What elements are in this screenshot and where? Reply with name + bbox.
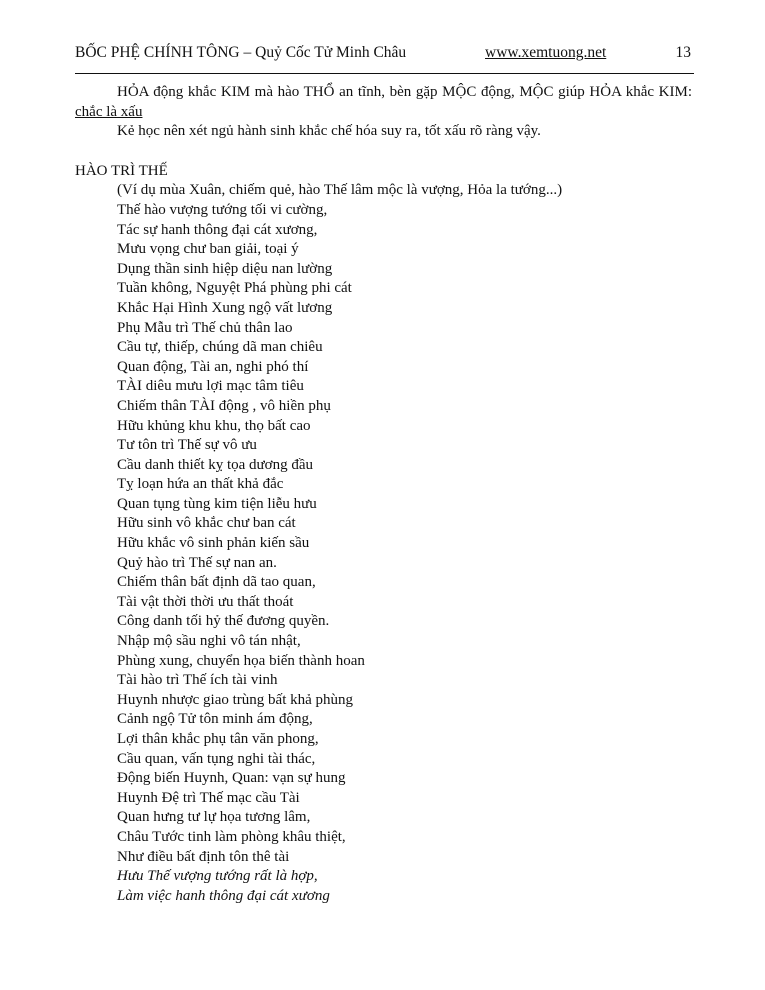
intro-paragraph-1: [75, 83, 692, 122]
verse-line: Huynh nhược giao trùng bất khả phùng: [117, 691, 354, 708]
verse-line: Quan hưng tư lự họa tương lâm,: [117, 809, 311, 826]
header-divider: [75, 73, 694, 74]
verse-line: Động biến Huynh, Quan: vạn sự hung: [117, 770, 346, 787]
verse-line: Dụng thần sinh hiệp diệu nan lường: [117, 260, 333, 277]
verse-line: Như điều bất định tôn thê tài: [117, 848, 290, 865]
verse-line: Phụ Mẫu trì Thế chủ thân lao: [117, 319, 293, 336]
verse-line: Khắc Hại Hình Xung ngộ vất lương: [117, 299, 333, 316]
verse-line: Cảnh ngộ Tử tôn minh ám động,: [117, 711, 313, 728]
verse-line: Tỵ loạn hứa an thất khả đắc: [117, 476, 284, 493]
header-website-link[interactable]: www.xemtuong.net: [485, 44, 607, 61]
verse-line: Cầu quan, vấn tụng nghi tài thác,: [117, 750, 316, 767]
verse-line: Thế hào vượng tướng tối vi cường,: [117, 201, 328, 218]
verse-line: Cầu tự, thiếp, chúng dã man chiêu: [117, 339, 323, 356]
verse-line: Quan động, Tài an, nghi phó thí: [117, 358, 309, 375]
verse-line: Quỷ hào trì Thế sự nan an.: [117, 554, 277, 571]
intro-paragraph-1-underlined: chắc là xấu: [75, 103, 143, 120]
page-header: [75, 44, 694, 70]
section-spacer: [75, 142, 692, 162]
verse-line: Nhập mộ sầu nghi vô tán nhật,: [117, 633, 301, 650]
intro-paragraph-2: Kẻ học nên xét ngủ hành sinh khắc chế hóa suy ra, tốt xấu rõ ràng vậy.: [117, 123, 541, 140]
verse-line: Phùng xung, chuyển họa biến thành hoan: [117, 652, 365, 669]
verse-line: Tài hào trì Thế ích tài vinh: [117, 672, 278, 689]
verse-line: Công danh tối hỷ thế đương quyền.: [117, 613, 330, 630]
verse-line: Hữu khắc vô sinh phản kiến sầu: [117, 535, 310, 552]
verse-line: Huynh Đệ trì Thế mạc cầu Tài: [117, 789, 300, 806]
verse-line: Châu Tước tinh làm phòng khâu thiệt,: [117, 828, 346, 845]
verse-line: Cầu danh thiết kỵ tọa dương đầu: [117, 456, 314, 473]
header-title: BỐC PHỆ CHÍNH TÔNG – Quỷ Cốc Tử Minh Châu: [75, 44, 407, 61]
verse-line: Tư tôn trì Thế sự vô ưu: [117, 437, 257, 454]
verse-line: Hữu khủng khu khu, thọ bất cao: [117, 417, 311, 434]
verse-line: (Ví dụ mùa Xuân, chiếm quẻ, hào Thế lâm mộc là vượng, Hỏa la tướng...): [117, 182, 563, 199]
verse-line-italic: Hưu Thế vượng tướng rất là hợp,: [117, 868, 318, 885]
verse-line: Hữu sinh vô khắc chư ban cát: [117, 515, 296, 532]
verse-line: Lợi thân khắc phụ tân văn phong,: [117, 731, 319, 747]
verse-line: TÀI diêu mưu lợi mạc tâm tiêu: [117, 378, 304, 395]
verse-line: Tài vật thời thời ưu thất thoát: [117, 593, 294, 610]
verse-line: Quan tụng tùng kim tiện liễu hưu: [117, 495, 317, 512]
page-content: [75, 83, 692, 906]
verse-line: Mưu vọng chư ban giải, toại ý: [117, 241, 299, 258]
verse-line: Chiếm thân TÀI động , vô hiền phụ: [117, 397, 331, 414]
page-number: 13: [675, 44, 691, 61]
verse-line-italic: Làm việc hanh thông đại cát xương: [117, 887, 330, 904]
intro-paragraph-1-text: HỎA động khắc KIM mà hào THỔ an tĩnh, bèn gặp MỘC động, MỘC giúp HỎA khắc KIM:: [117, 84, 692, 100]
verse-line: Tuần không, Nguyệt Phá phùng phi cát: [117, 280, 352, 297]
section-heading: HÀO TRÌ THẾ: [75, 162, 168, 179]
verse-line: Tác sự hanh thông đại cát xương,: [117, 221, 318, 238]
verse-block: [75, 181, 692, 906]
verse-line: Chiếm thân bất định dã tao quan,: [117, 574, 316, 591]
